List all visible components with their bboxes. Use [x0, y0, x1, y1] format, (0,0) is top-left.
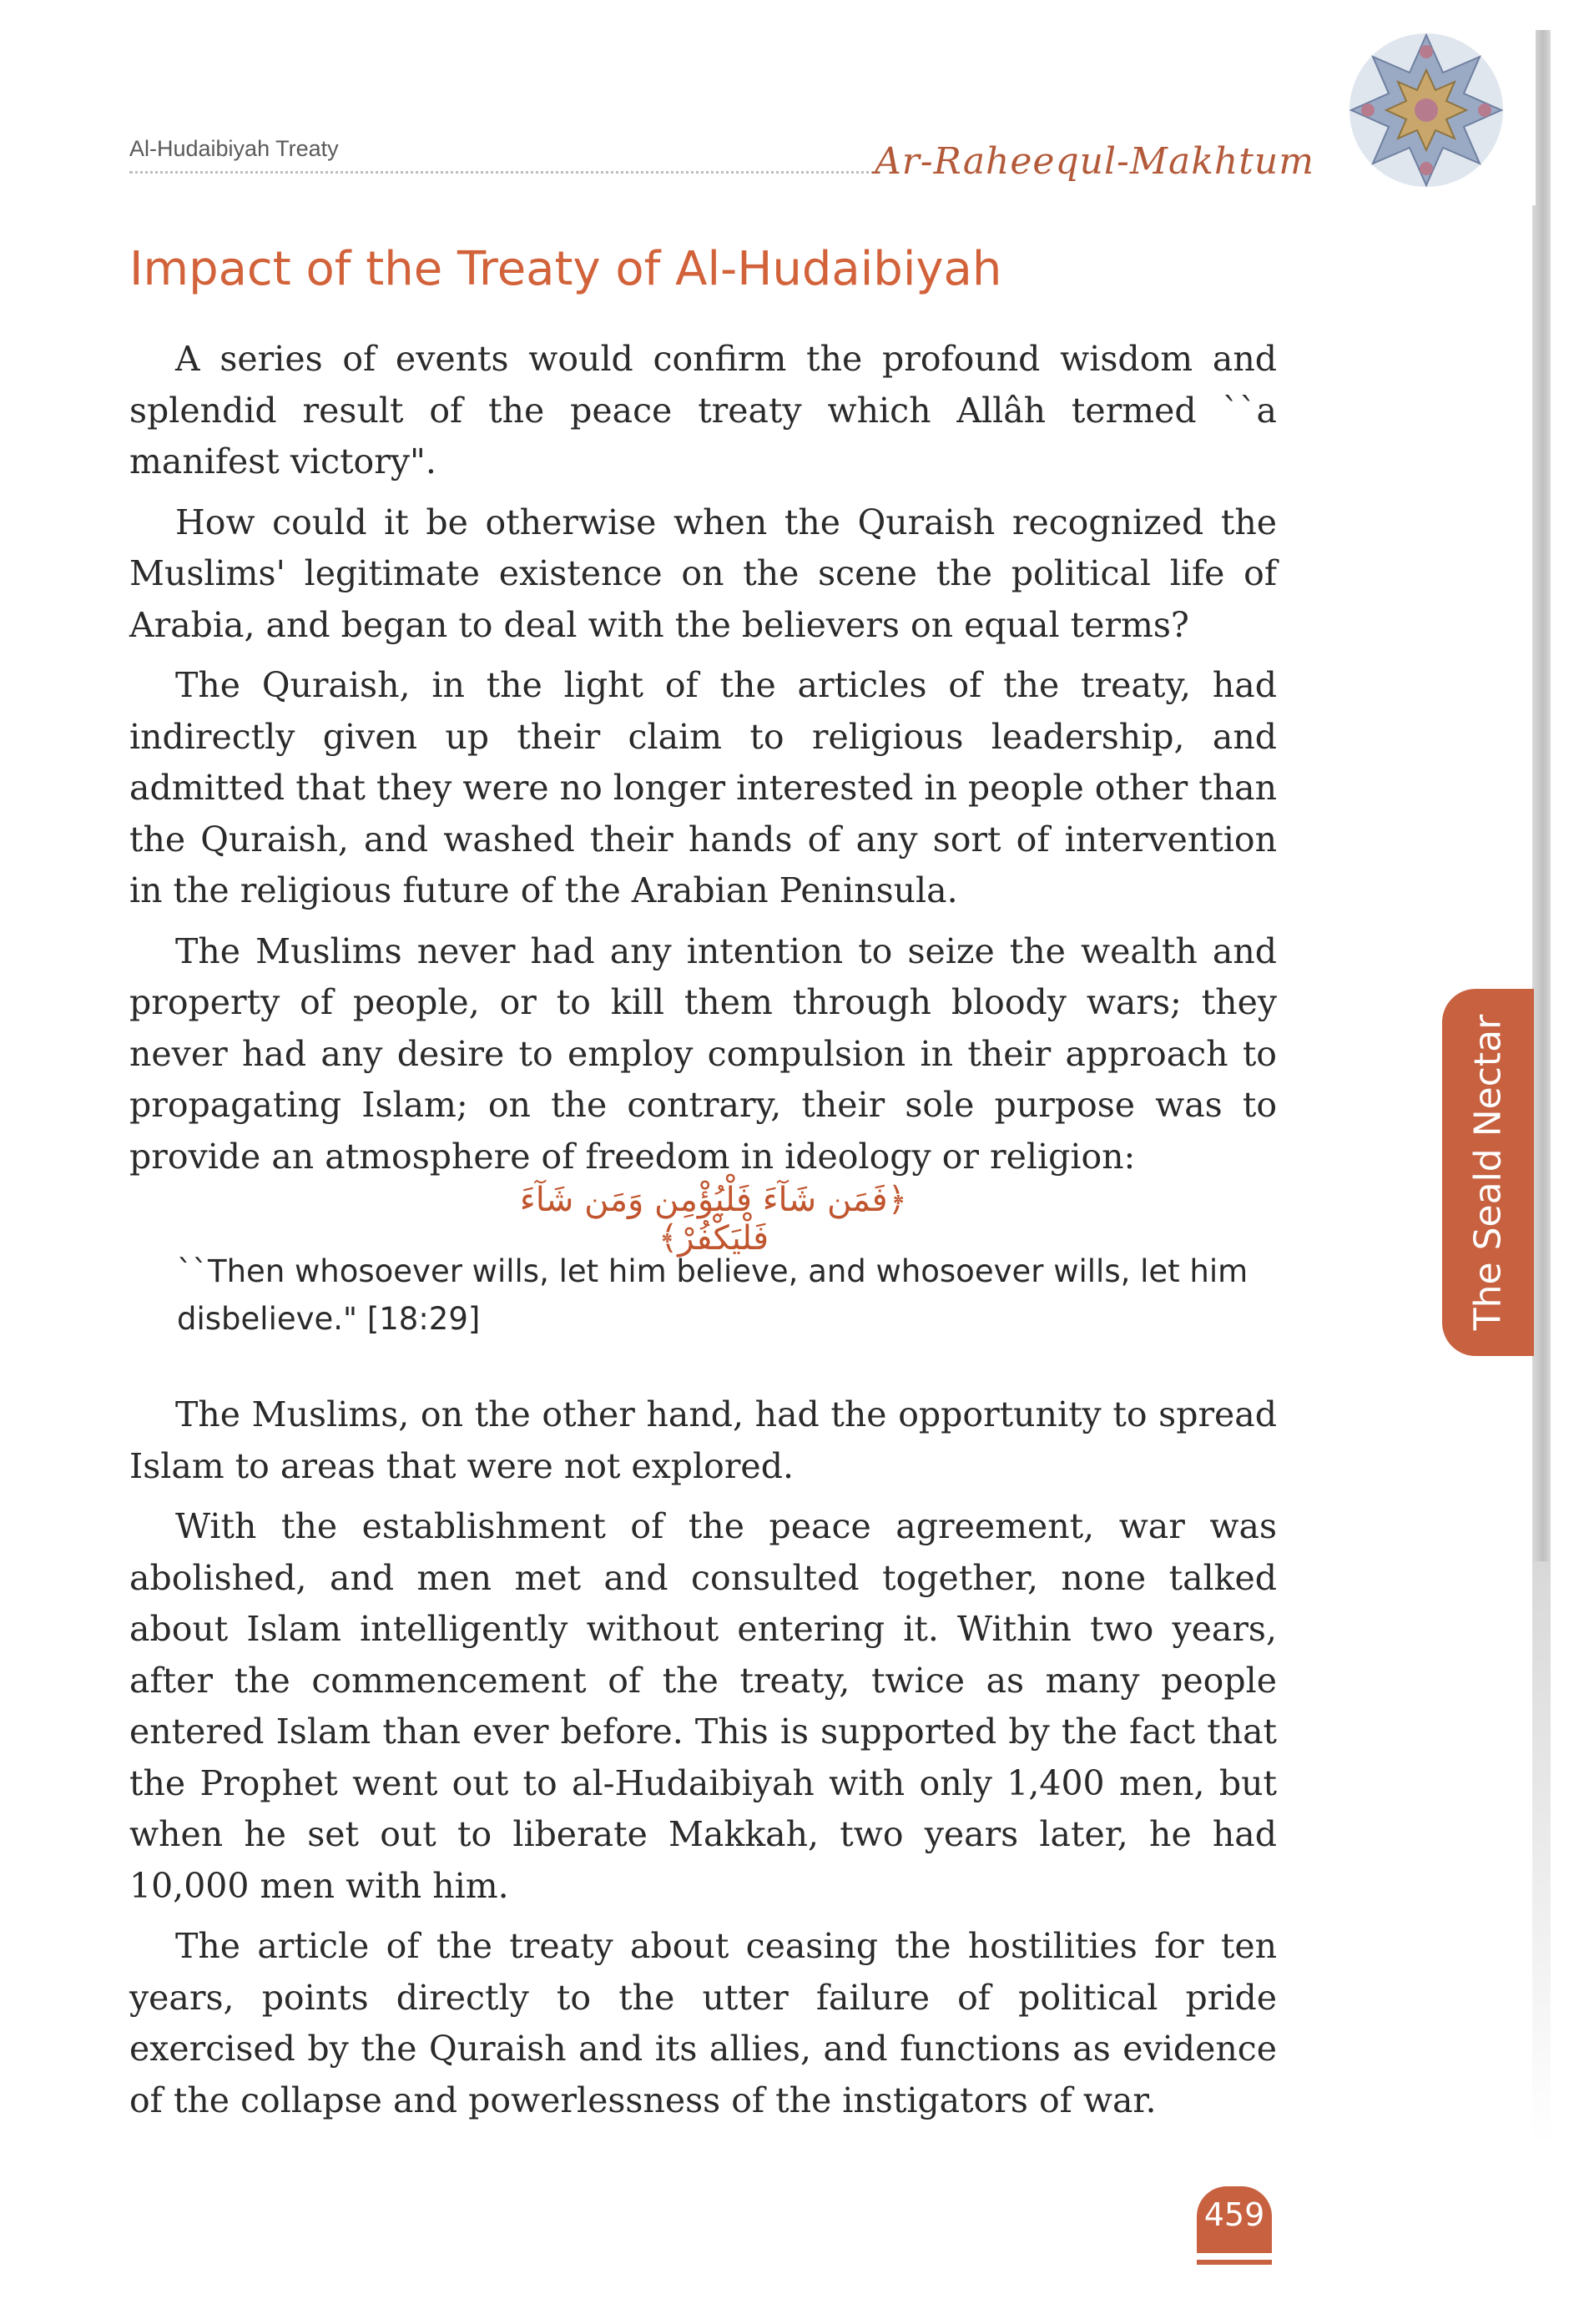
body-text-top [129, 334, 1277, 1182]
paragraph: The Quraish, in the light of the articles of the treaty, had indirectly given up their claim to religious leadership, and admitted that they were no longer interested in people other than the Quraish, and washed their hands of any sort of intervention in the religious future of the Arabian Peninsula. [129, 665, 1277, 910]
arabesque-ornament-icon [1317, 27, 1536, 205]
header-dotted-rule [129, 171, 880, 174]
paragraph: With the establishment of the peace agreement, war was abolished, and men met and consulted together, none talked about Islam intelligently without entering it. Within two years, after the commencement of the treaty, twice as many people entered Islam than ever before. This is supported by the fact that the Prophet went out to al-Hudaibiyah with only 1,400 men, but when he set out to liberate Makkah, two years later, he had 10,000 men with him. [129, 1506, 1277, 1906]
section-title: Impact of the Treaty of Al-Hudaibiyah [129, 242, 1002, 296]
page-number-underline [1197, 2260, 1272, 2265]
book-side-tab [1442, 989, 1534, 1356]
page-number: 459 [1203, 2196, 1265, 2233]
running-header-section: Al-Hudaibiyah Treaty [129, 136, 339, 161]
page-edge-bar [1532, 30, 1551, 1561]
paragraph: The Muslims, on the other hand, had the opportunity to spread Islam to areas that were not explored. [129, 1394, 1277, 1486]
verse-translation: ``Then whosoever wills, let him believe, and whosoever wills, let him disbelieve." [18:29] [177, 1253, 1249, 1337]
quran-verse-arabic: ﴿فَمَن شَآءَ فَلْيُؤْمِن وَمَن شَآءَ فَلْيَكْفُرْ﴾ [519, 1181, 908, 1258]
paragraph: A series of events would confirm the profound wisdom and splendid result of the peace treaty which Allâh termed ``a manifest victory". [129, 339, 1277, 481]
body-text-bottom [129, 1389, 1277, 2126]
paragraph: The Muslims never had any intention to seize the wealth and property of people, or to kill them through bloody wars; they never had any desire to employ compulsion in their approach to propagating Islam; on the contrary, their sole purpose was to provide an atmosphere of freedom in ideology or religion: [129, 930, 1277, 1177]
running-header-book-title: Ar-Raheequl-Makhtum [875, 140, 1314, 183]
page-edge-bar-fade [1532, 1561, 1551, 2145]
side-tab-label: The Seald Nectar [1466, 1014, 1510, 1331]
paragraph: How could it be otherwise when the Quraish recognized the Muslims' legitimate existence on the scene the political life of Arabia, and began to deal with the believers on equal terms? [129, 502, 1277, 645]
page-number-badge [1197, 2186, 1272, 2253]
paragraph: The article of the treaty about ceasing the hostilities for ten years, points directly to the utter failure of political pride exercised by the Quraish and its allies, and functions as evidence of the collapse and powerlessness of the instigators of war. [129, 1926, 1277, 2120]
